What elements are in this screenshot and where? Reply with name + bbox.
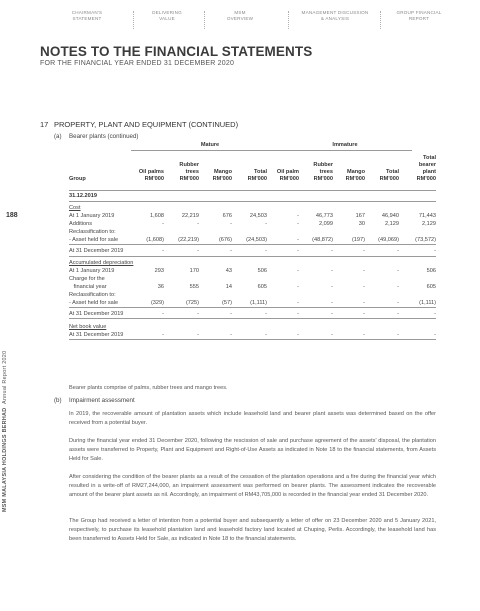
table-cell: 2,129 — [422, 221, 436, 227]
table-cell: (1,608) — [146, 237, 164, 243]
date-rule — [69, 201, 436, 202]
page-title: NOTES TO THE FINANCIAL STATEMENTS — [40, 44, 313, 59]
table-cell: - — [331, 248, 333, 254]
table-cell: - — [434, 248, 436, 254]
table-row-label: Reclassification to: — [69, 229, 116, 235]
table-rule — [69, 339, 436, 340]
table-cell: 2,099 — [319, 221, 333, 227]
table-row-label: Additions — [69, 221, 93, 227]
table-cell: - — [331, 284, 333, 290]
paragraph: The Group had received a letter of intention from a potential buyer and subsequently a letter of offer on 23 December 2020 and 5 January 2021, respectively, to purchase its leasehold plantation land and leasehold factory land located at Chuping, Perlis. Accordingly, the leasehold land has been transferred to Assets Held for Sale, as indicated in Note 18 to the financial statements. — [69, 518, 436, 542]
table-cell: - — [197, 311, 199, 317]
group-mature-rule — [131, 150, 291, 151]
nav-separator — [133, 11, 134, 29]
table-cell: 605 — [426, 284, 436, 290]
table-cell: - — [363, 332, 365, 338]
table-cell: 22,219 — [181, 213, 199, 219]
table-cell: - — [397, 311, 399, 317]
paragraph: During the financial year ended 31 December 2020, following the rescission of sale and purchase agreement of the assets' disposal, the plantation assets were transferred to Property, Plant and Equipment and Right-of-Use Assets as indicated in Note 18 to the financial statements, from Assets Held for Sale. — [69, 438, 436, 462]
table-row-label: At 31 December 2019 — [69, 332, 124, 338]
table-cell: 24,503 — [249, 213, 267, 219]
column-header: Rubber trees RM'000 — [179, 162, 199, 182]
column-header: Rubber trees RM'000 — [313, 162, 333, 182]
sidebar-caption — [2, 252, 12, 512]
table-cell: - — [297, 248, 299, 254]
table-cell: - — [265, 311, 267, 317]
table-cell: 36 — [157, 284, 164, 290]
table-cell: - — [230, 311, 232, 317]
table-cell: - — [230, 248, 232, 254]
table-row-label: - Asset held for sale — [69, 237, 119, 243]
table-cell: - — [297, 300, 299, 306]
group-immature-header: Immature — [332, 142, 358, 148]
table-cell: 1,608 — [150, 213, 164, 219]
page-subtitle: FOR THE FINANCIAL YEAR ENDED 31 DECEMBER 2020 — [40, 60, 235, 67]
table-cell: - — [230, 332, 232, 338]
group-mature-header: Mature — [200, 142, 220, 148]
table-cell: - — [363, 311, 365, 317]
table-cell: - — [363, 268, 365, 274]
header-rule — [69, 190, 436, 191]
column-header: Mango RM'000 — [212, 169, 232, 182]
nav-group-financial-report[interactable]: GROUP FINANCIAL REPORT — [396, 10, 442, 21]
table-row-label: At 31 December 2019 — [69, 248, 124, 254]
table-cell: - — [331, 332, 333, 338]
column-header: Oil palm RM'000 — [276, 169, 299, 182]
table-rule — [69, 318, 436, 319]
table-cell: (48,872) — [312, 237, 333, 243]
table-cell: - — [331, 311, 333, 317]
table-cell: - — [363, 300, 365, 306]
table-cell: (49,069) — [378, 237, 399, 243]
table-cell: 293 — [154, 268, 164, 274]
table-cell: - — [265, 221, 267, 227]
subsection-b-title: Impairment assessment — [69, 397, 135, 404]
table-cell: (22,219) — [178, 237, 199, 243]
table-cell: 2,129 — [385, 221, 399, 227]
table-cell: - — [230, 221, 232, 227]
table-cell: - — [434, 332, 436, 338]
table-cell: - — [297, 213, 299, 219]
table-cell: - — [162, 221, 164, 227]
table-row-label: - Asset held for sale — [69, 300, 119, 306]
nav-chairmans-statement[interactable]: CHAIRMAN'S STATEMENT — [71, 10, 103, 21]
table-row-label: Cost — [69, 205, 81, 211]
table-row-label: At 31 December 2019 — [69, 311, 124, 317]
table-cell: 43 — [225, 268, 232, 274]
table-cell: - — [397, 284, 399, 290]
table-row-label: Net book value — [69, 324, 107, 330]
table-cell: - — [397, 332, 399, 338]
table-cell: (73,572) — [415, 237, 436, 243]
table-cell: (24,503) — [246, 237, 267, 243]
table-note: Bearer plants comprise of palms, rubber trees and mango trees. — [69, 385, 228, 391]
table-cell: - — [331, 268, 333, 274]
table-cell: (1,111) — [250, 300, 267, 306]
table-cell: (197) — [351, 237, 365, 243]
column-header: Total RM'000 — [247, 169, 267, 182]
table-cell: (676) — [218, 237, 232, 243]
table-cell: 676 — [222, 213, 232, 219]
nav-separator — [288, 11, 289, 29]
table-row-label: At 1 January 2019 — [69, 213, 115, 219]
table-row-label: At 1 January 2019 — [69, 268, 115, 274]
table-cell: 71,443 — [418, 213, 436, 219]
table-cell: - — [397, 268, 399, 274]
table-cell: 170 — [189, 268, 199, 274]
table-row-label: Accumulated depreciation — [69, 260, 134, 266]
subsection-a-label: (a) — [54, 133, 62, 140]
table-cell: - — [297, 221, 299, 227]
table-cell: 605 — [257, 284, 267, 290]
table-row-label: Reclassification to: — [69, 292, 116, 298]
table-rule — [69, 244, 436, 245]
column-header: Total bearer plant RM'000 — [416, 155, 436, 182]
table-cell: - — [197, 332, 199, 338]
table-cell: 555 — [189, 284, 199, 290]
subsection-a-title: Bearer plants (continued) — [69, 133, 139, 140]
nav-msm-overview[interactable]: MSM OVERVIEW — [226, 10, 254, 21]
table-cell: 30 — [358, 221, 365, 227]
table-cell: 506 — [257, 268, 267, 274]
table-cell: - — [197, 248, 199, 254]
column-header: Mango RM'000 — [345, 169, 365, 182]
column-header-group: Group — [69, 176, 86, 182]
section-number: 17 — [40, 120, 49, 129]
table-rule — [69, 256, 436, 257]
table-cell: 506 — [426, 268, 436, 274]
group-immature-rule — [276, 150, 412, 151]
table-cell: - — [297, 237, 299, 243]
table-cell: - — [265, 332, 267, 338]
table-cell: - — [397, 300, 399, 306]
table-date: 31.12.2019 — [69, 193, 97, 199]
table-cell: - — [297, 268, 299, 274]
nav-separator — [204, 11, 205, 29]
column-header: Oil palms RM'000 — [138, 169, 164, 182]
table-cell: (1,111) — [419, 300, 436, 306]
table-cell: - — [331, 300, 333, 306]
table-cell: - — [363, 284, 365, 290]
table-cell: - — [265, 248, 267, 254]
paragraph: After considering the condition of the bearer plants as a result of the cessation of the plantation operations and a fire during the financial year which resulted in a write-off of RM27,244,000, an impairment assessment was performed on bearer plants. The assessment indicates the recoverable amount of the bearer plant assets as nil. Accordingly, an impairment of RM43,705,000 is recorded in the financial year ended 31 December 2020. — [69, 474, 436, 498]
table-cell: 14 — [225, 284, 232, 290]
subsection-b-label: (b) — [54, 397, 62, 404]
table-cell: 46,940 — [381, 213, 399, 219]
table-cell: (57) — [222, 300, 232, 306]
nav-delivering-value[interactable]: DELIVERING VALUE — [152, 10, 182, 21]
sidebar-report: Annual Report 2020 — [2, 350, 8, 404]
section-title: PROPERTY, PLANT AND EQUIPMENT (CONTINUED) — [54, 120, 239, 129]
table-cell: - — [297, 284, 299, 290]
column-header: Total RM'000 — [379, 169, 399, 182]
nav-management-discussion[interactable]: MANAGEMENT DISCUSSION & ANALYSIS — [301, 10, 369, 21]
table-cell: - — [297, 311, 299, 317]
table-rule — [69, 307, 436, 308]
nav-separator — [380, 11, 381, 29]
table-cell: - — [162, 311, 164, 317]
table-cell: (329) — [150, 300, 164, 306]
table-cell: - — [162, 248, 164, 254]
paragraph: In 2019, the recoverable amount of plantation assets which include leasehold land and bearer plant assets was determined based on the offer received from a potential buyer. — [69, 411, 436, 426]
table-cell: - — [434, 311, 436, 317]
table-cell: - — [197, 221, 199, 227]
table-cell: (725) — [185, 300, 199, 306]
table-cell: 46,773 — [315, 213, 333, 219]
table-cell: 167 — [355, 213, 365, 219]
table-cell: - — [162, 332, 164, 338]
table-cell: - — [297, 332, 299, 338]
table-cell: - — [363, 248, 365, 254]
page-number: 188 — [6, 212, 18, 219]
top-navigation — [56, 10, 452, 32]
table-row-label: financial year — [69, 284, 107, 290]
table-row-label: Charge for the — [69, 276, 105, 282]
table-cell: - — [397, 248, 399, 254]
sidebar-company: MSM MALAYSIA HOLDINGS BERHAD — [2, 407, 8, 512]
